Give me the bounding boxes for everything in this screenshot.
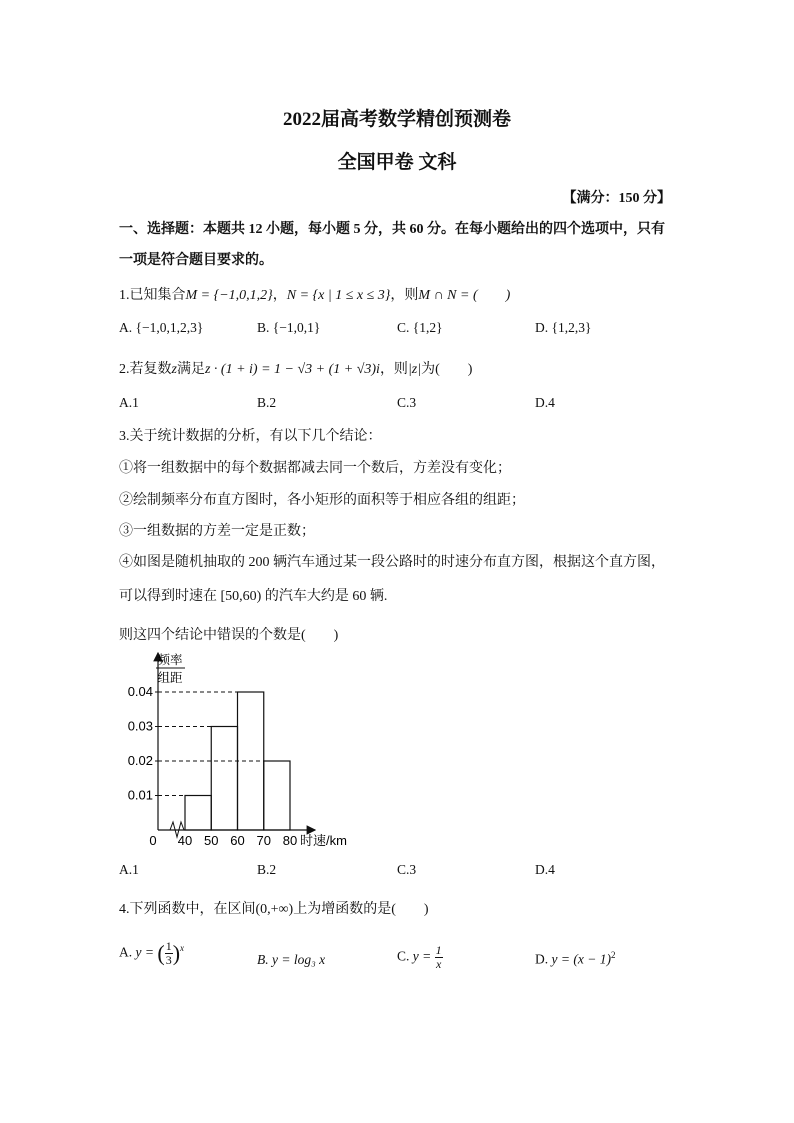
x-tick-label: 60 <box>230 833 245 848</box>
question-2-option-b[interactable]: B.2 <box>257 395 277 410</box>
question-2-option-a[interactable]: A.1 <box>119 395 139 410</box>
question-3-option-a[interactable]: A.1 <box>119 862 139 877</box>
section-heading-line2: 一项是符合题目要求的。 <box>119 253 273 268</box>
question-2-option-c[interactable]: C.3 <box>397 395 417 410</box>
speed-histogram <box>110 645 380 855</box>
question-3-option-d[interactable]: D.4 <box>535 862 555 877</box>
question-3-option-c[interactable]: C.3 <box>397 862 417 877</box>
question-3-statement-3: ③一组数据的方差一定是正数； <box>119 524 315 539</box>
question-1-option-c[interactable]: C. {1,2} <box>397 320 443 335</box>
histogram-bar <box>185 796 211 831</box>
y-label-top: 频率 <box>157 653 183 667</box>
y-tick-label: 0.02 <box>127 753 153 768</box>
question-3-stem: 3.关于统计数据的分析，有以下几个结论： <box>119 429 382 444</box>
x-tick-label: 80 <box>282 833 298 848</box>
page-title: 2022届高考数学精创预测卷 <box>282 109 511 130</box>
question-3-statement-2: ②绘制频率分布直方图时，各小矩形的面积等于相应各组的组距； <box>119 493 525 508</box>
question-3-option-b[interactable]: B.2 <box>257 862 277 877</box>
y-tick-label: 0.03 <box>127 718 153 734</box>
question-1-option-a[interactable]: A. {−1,0,1,2,3} <box>119 320 204 335</box>
question-1-option-b[interactable]: B. {−1,0,1} <box>257 320 321 335</box>
y-label-bottom: 组距 <box>157 671 183 685</box>
origin-label: 0 <box>149 833 157 848</box>
question-3-question: 则这四个结论中错误的个数是( ) <box>119 628 339 643</box>
question-1-option-d[interactable]: D. {1,2,3} <box>535 320 592 335</box>
question-1-stem: 1.已知集合M = {−1,0,1,2}，N = {x | 1 ≤ x ≤ 3}，则M ∩ N = ( ) <box>119 288 511 303</box>
y-tick-label: 0.01 <box>127 787 153 803</box>
question-4-option-a[interactable]: A. y = ( $\frac{1}{3}$ )$^x$ <box>119 939 185 967</box>
question-4-option-d[interactable]: D. $y = (x - 1)^2$ <box>535 950 616 967</box>
question-3-statement-4-cont: 可以得到时速在 [50,60) 的汽车大约是 60 辆. <box>119 589 388 604</box>
score-label: 【满分：150 分】 <box>562 191 671 206</box>
question-2-option-d[interactable]: D.4 <box>535 395 555 410</box>
question-3-statement-1: ①将一组数据中的每个数据都减去同一个数后，方差没有变化； <box>119 461 511 476</box>
x-tick-label: 50 <box>204 833 219 848</box>
x-axis-label: 时速/km <box>300 833 347 848</box>
histogram-bar <box>264 761 290 830</box>
fraction: $\frac{1}{3}$ <box>165 939 172 967</box>
question-4-stem: 4.下列函数中，在区间(0,+∞)上为增函数的是( ) <box>119 902 429 917</box>
page-subtitle: 全国甲卷 文科 <box>337 152 457 173</box>
section-heading-line1: 一、选择题：本题共 12 小题，每小题 5 分，共 60 分。在每小题给出的四个选项中，只有 <box>119 222 665 237</box>
question-4-option-b[interactable]: B. y = log₃ x <box>257 952 326 967</box>
question-2-stem: 2.若复数z满足z · (1 + i) = 1 − √3 + (1 + √3)i，则|z|为( ) <box>119 362 473 377</box>
y-tick-label: 0.04 <box>127 684 153 699</box>
x-tick-label: 40 <box>177 833 193 848</box>
question-4-option-c[interactable]: C. y = $\frac{1}{x}$ <box>397 943 442 971</box>
histogram-bar <box>211 727 237 831</box>
fraction: $\frac{1}{x}$ <box>435 943 442 971</box>
question-3-statement-4: ④如图是随机抽取的 200 辆汽车通过某一段公路时的时速分布直方图，根据这个直方图， <box>119 555 665 570</box>
x-tick-label: 70 <box>256 833 271 848</box>
